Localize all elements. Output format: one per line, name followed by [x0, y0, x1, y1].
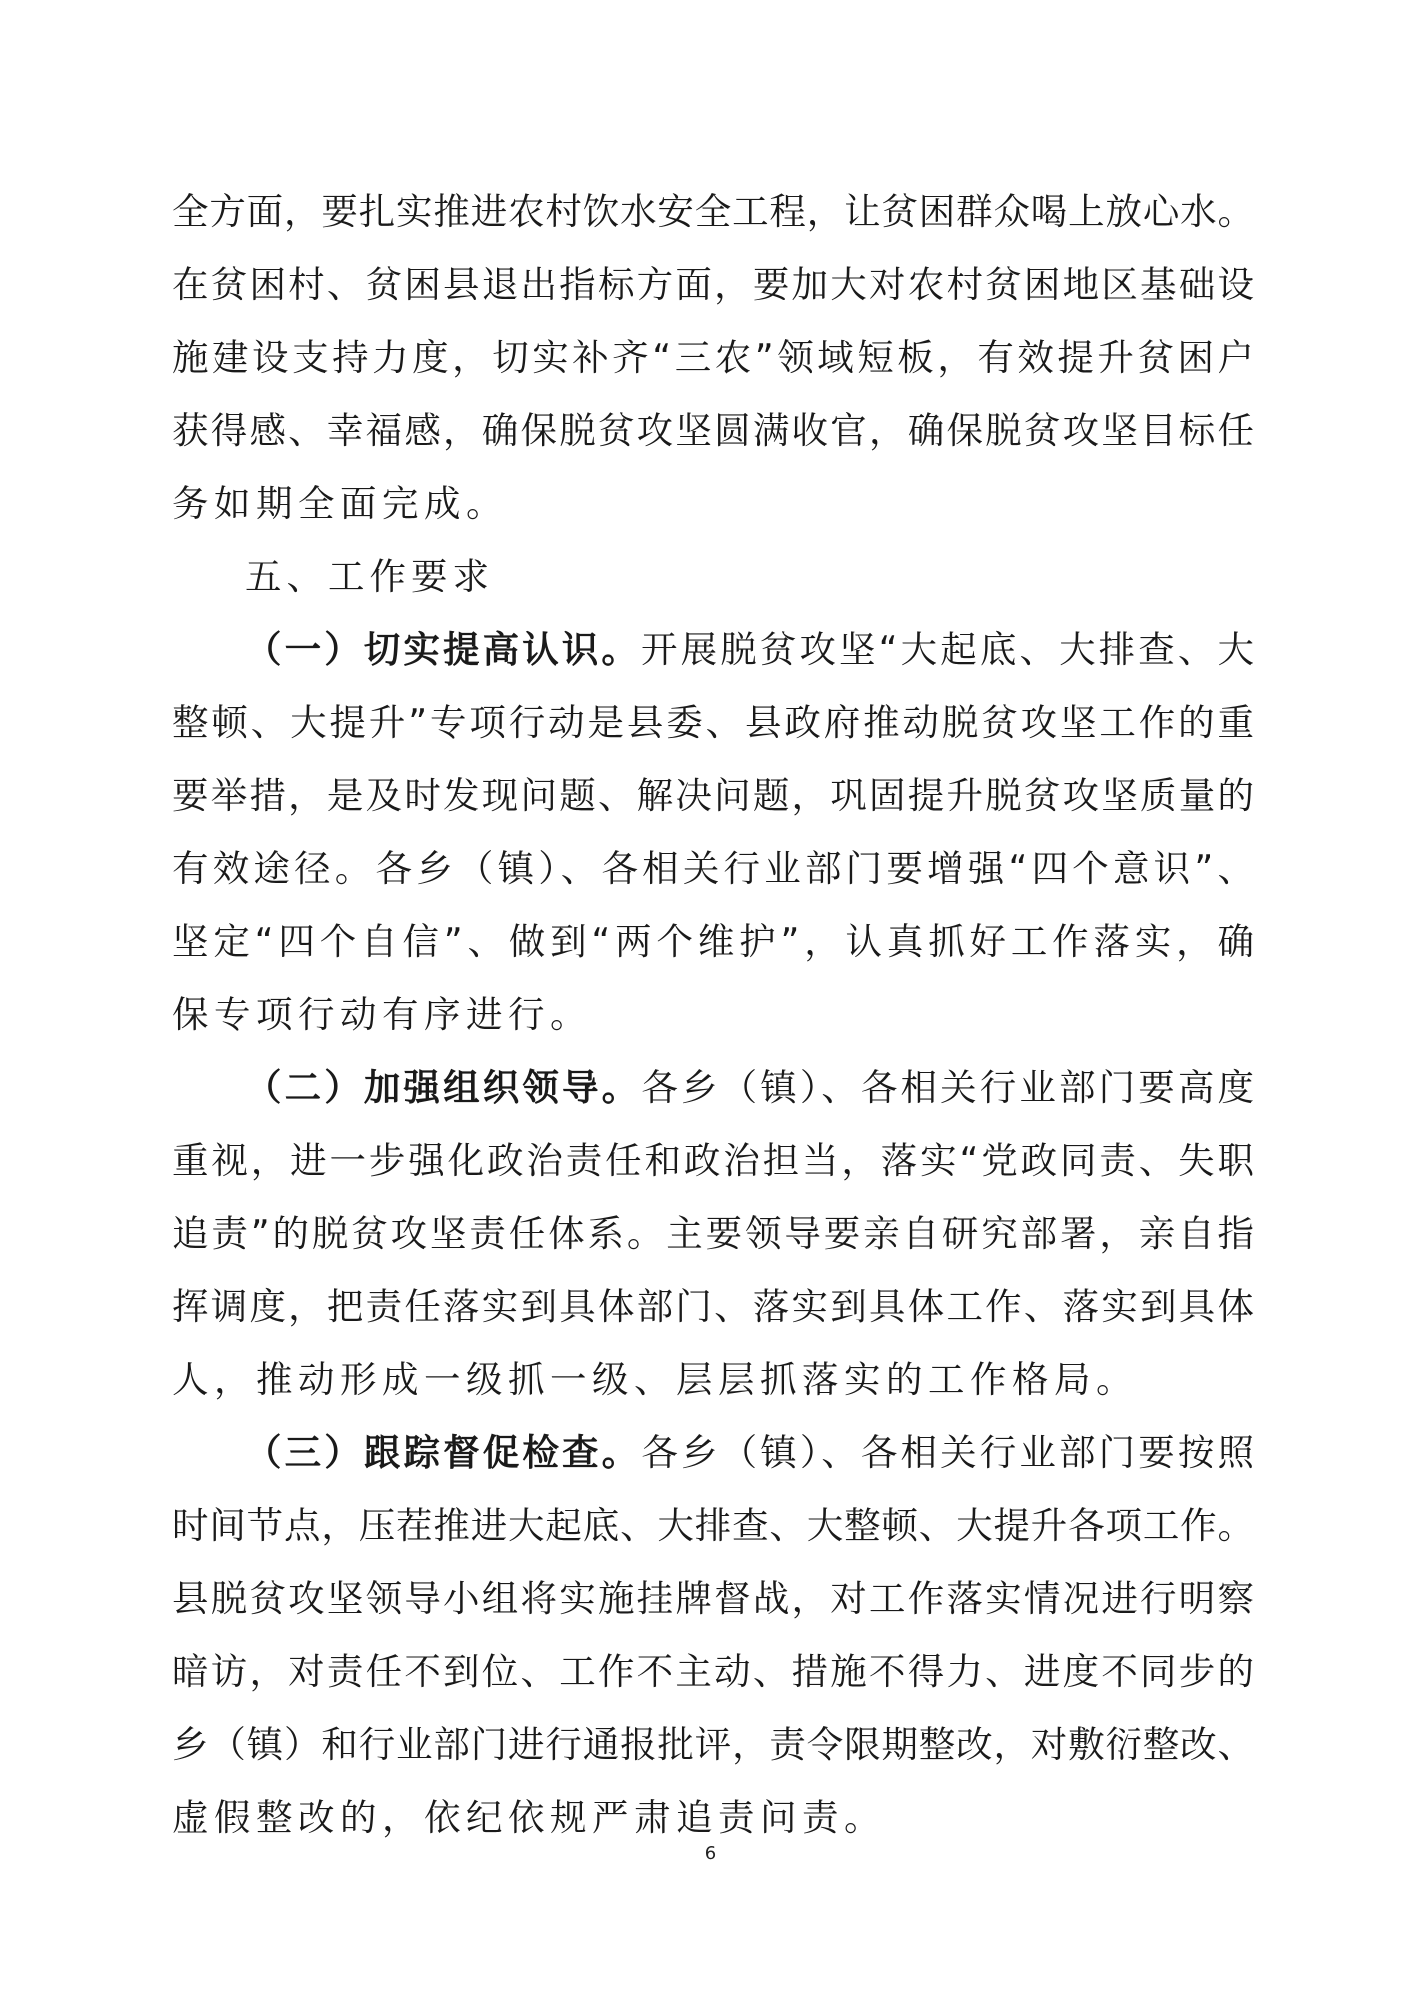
section-heading: 五、工作要求 — [245, 555, 494, 598]
requirement-1-text: 开展脱贫攻坚“大起底、大排查、大 — [641, 628, 1254, 671]
paragraph-line: 乡（镇）和行业部门进行通报批评，责令限期整改，对敷衍整改、 — [172, 1723, 1254, 1766]
paragraph-line: 施建设支持力度，切实补齐“三农”领域短板，有效提升贫困户 — [172, 336, 1254, 379]
paragraph-line: 追责”的脱贫攻坚责任体系。主要领导要亲自研究部署，亲自指 — [172, 1212, 1254, 1255]
paragraph-line: 坚定“四个自信”、做到“两个维护”，认真抓好工作落实，确 — [172, 920, 1254, 963]
paragraph-line: 全方面，要扎实推进农村饮水安全工程，让贫困群众喝上放心水。 — [172, 190, 1254, 233]
requirement-3-first-line — [245, 1431, 1254, 1475]
requirement-1-first-line — [245, 628, 1254, 672]
paragraph-line: 人，推动形成一级抓一级、层层抓落实的工作格局。 — [172, 1358, 1138, 1401]
paragraph-line: 务如期全面完成。 — [172, 482, 508, 525]
requirement-2-text: 各乡（镇）、各相关行业部门要高度 — [641, 1066, 1255, 1109]
paragraph-line: 暗访，对责任不到位、工作不主动、措施不得力、进度不同步的 — [172, 1650, 1254, 1693]
paragraph-line: 挥调度，把责任落实到具体部门、落实到具体工作、落实到具体 — [172, 1285, 1254, 1328]
paragraph-line: 重视，进一步强化政治责任和政治担当，落实“党政同责、失职 — [172, 1139, 1254, 1182]
paragraph-line: 有效途径。各乡（镇）、各相关行业部门要增强“四个意识”、 — [172, 847, 1254, 890]
paragraph-line: 时间节点，压茬推进大起底、大排查、大整顿、大提升各项工作。 — [172, 1504, 1254, 1547]
paragraph-line: 在贫困村、贫困县退出指标方面，要加大对农村贫困地区基础设 — [172, 263, 1254, 306]
requirement-2-title: （二）加强组织领导。 — [245, 1066, 642, 1109]
paragraph-line: 获得感、幸福感，确保脱贫攻坚圆满收官，确保脱贫攻坚目标任 — [172, 409, 1254, 452]
requirement-2-first-line — [245, 1066, 1254, 1110]
page-number: 6 — [704, 1843, 717, 1864]
requirement-3-text: 各乡（镇）、各相关行业部门要按照 — [641, 1431, 1255, 1474]
paragraph-line: 整顿、大提升”专项行动是县委、县政府推动脱贫攻坚工作的重 — [172, 701, 1254, 744]
paragraph-line: 要举措，是及时发现问题、解决问题，巩固提升脱贫攻坚质量的 — [172, 774, 1254, 817]
paragraph-line: 县脱贫攻坚领导小组将实施挂牌督战，对工作落实情况进行明察 — [172, 1577, 1254, 1620]
paragraph-line: 虚假整改的，依纪依规严肃追责问责。 — [172, 1796, 886, 1839]
requirement-3-title: （三）跟踪督促检查。 — [245, 1431, 642, 1474]
requirement-1-title: （一）切实提高认识。 — [245, 628, 642, 671]
paragraph-line: 保专项行动有序进行。 — [172, 993, 592, 1036]
